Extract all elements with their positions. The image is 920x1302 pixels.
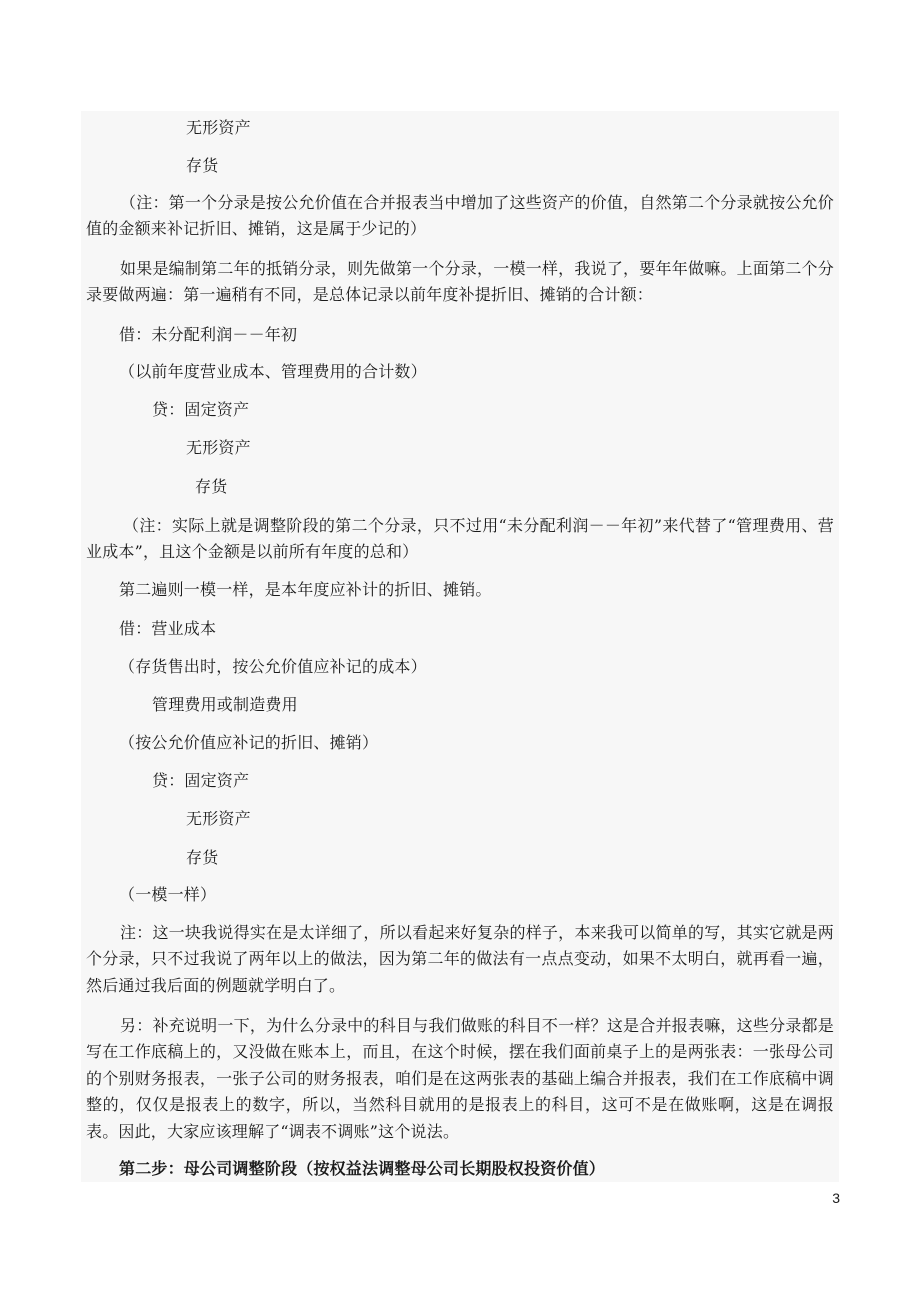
entry-intangible-assets-2: 无形资产 — [186, 438, 251, 457]
second-pass-text: 第二遍则一模一样，是本年度应补计的折旧、摊销。 — [119, 580, 492, 599]
credit-fixed-assets: 贷：固定资产 — [152, 400, 250, 419]
debit-operating-cost: 借：营业成本 — [119, 619, 217, 638]
debit-note-prior-years: （以前年度营业成本、管理费用的合计数） — [119, 362, 427, 381]
entry-inventory-3: 存货 — [186, 848, 219, 867]
entry-intangible-assets: 无形资产 — [186, 118, 251, 137]
section-heading-step-two: 第二步：母公司调整阶段（按权益法调整母公司长期股权投资价值） — [119, 1159, 606, 1178]
supplement-paragraph: 另：补充说明一下，为什么分录中的科目与我们做账的科目不一样？这是合并报表嘛，这些分录都是写在工作底稿上的，又没做在账本上，而且，在这个时候，摆在我们面前桌子上的是两张表：一张母公司的个别财务报表，一张子公司的财务报表，咱们是在这两张表的基础上编合并报表，我们在工作底稿中调整的，仅仅是报表上的数字，所以，当然科目就用的是报表上的科目，这可不是在做账啊，这是在调报表。因此，大家应该理解了“调表不调账”这个说法。 — [86, 1016, 834, 1141]
debit-note-cost: （存货售出时，按公允价值应补记的成本） — [119, 657, 427, 676]
same-note: （一模一样） — [119, 885, 217, 904]
page-number: 3 — [832, 1190, 840, 1206]
note-paragraph-2: （注：实际上就是调整阶段的第二个分录，只不过用“未分配利润－－年初”来代替了“管理费用、营业成本”，且这个金额是以前所有年度的总和） — [86, 516, 834, 562]
debit-note-depreciation: （按公允价值应补记的折旧、摊销） — [119, 733, 379, 752]
entry-inventory: 存货 — [186, 156, 219, 175]
note-paragraph-3: 注：这一块我说得实在是太详细了，所以看起来好复杂的样子，本来我可以简单的写，其实它就是两个分录，只不过我说了两年以上的做法，因为第二年的做法有一点点变动，如果不太明白，就再看一遍，然后通过我后面的例题就学明白了。 — [86, 923, 834, 995]
credit-fixed-assets-2: 贷：固定资产 — [152, 771, 250, 790]
debit-retained-earnings: 借：未分配利润－－年初 — [119, 325, 298, 344]
entry-inventory-2: 存货 — [195, 477, 228, 496]
note-paragraph-1: （注：第一个分录是按公允价值在合并报表当中增加了这些资产的价值，自然第二个分录就按公允价值的金额来补记折旧、摊销，这是属于少记的） — [86, 193, 834, 239]
entry-intangible-assets-3: 无形资产 — [186, 809, 251, 828]
admin-or-manufacturing-expense: 管理费用或制造费用 — [152, 695, 298, 714]
paragraph-second-year: 如果是编制第二年的抵销分录，则先做第一个分录，一模一样，我说了，要年年做嘛。上面第二个分录要做两遍：第一遍稍有不同，是总体记录以前年度补提折旧、摊销的合计额： — [86, 259, 834, 305]
